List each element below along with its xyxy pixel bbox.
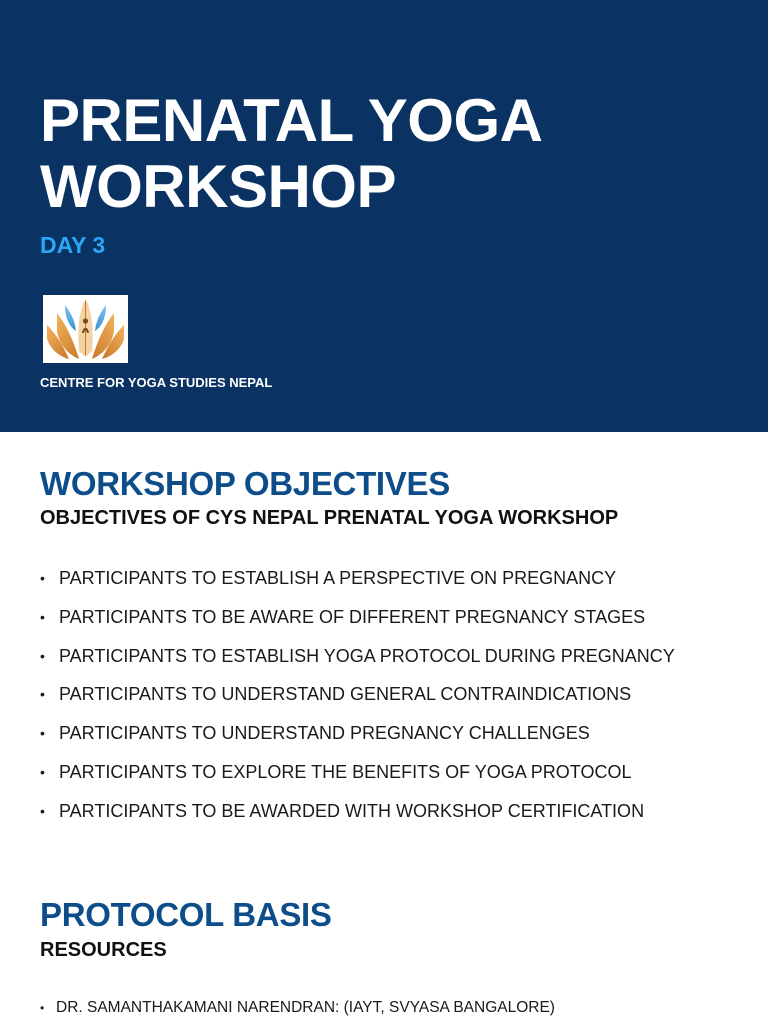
lotus-hands-logo-icon — [43, 295, 128, 363]
title-banner — [0, 0, 768, 432]
list-item — [40, 682, 675, 721]
list-item-text: PARTICIPANTS TO ESTABLISH A PERSPECTIVE ON PREGNANCY — [59, 568, 617, 588]
list-item-text: PARTICIPANTS TO UNDERSTAND GENERAL CONTRAINDICATIONS — [59, 684, 632, 705]
resources-list — [40, 997, 555, 1019]
list-item — [40, 799, 675, 838]
list-item — [40, 566, 675, 605]
objectives-list — [40, 566, 675, 838]
bullet: • — [40, 570, 45, 586]
list-item — [40, 605, 675, 644]
list-item-text: PARTICIPANTS TO EXPLORE THE BENEFITS OF YOGA PROTOCOL — [59, 761, 632, 782]
list-item — [40, 644, 675, 683]
bullet: • — [40, 725, 45, 742]
bullet: • — [40, 647, 45, 664]
list-item — [40, 997, 555, 1019]
protocol-heading: PROTOCOL BASIS — [40, 896, 332, 933]
list-item-text: PARTICIPANTS TO UNDERSTAND PREGNANCY CHALLENGES — [59, 723, 590, 744]
bullet: • — [40, 802, 45, 819]
list-item-text: DR. SAMANTHAKAMANI NARENDRAN: (IAYT, SVYASA BANGALORE) — [56, 999, 555, 1016]
resources-subheading: RESOURCES — [40, 939, 167, 961]
day-label: DAY 3 — [40, 232, 106, 258]
list-item-text: PARTICIPANTS TO BE AWARDED WITH WORKSHOP CERTIFICATION — [59, 800, 645, 821]
list-item — [40, 721, 675, 760]
objectives-subheading: OBJECTIVES OF CYS NEPAL PRENATAL YOGA WORKSHOP — [40, 507, 619, 529]
workshop-title — [40, 88, 542, 220]
list-item-text: PARTICIPANTS TO ESTABLISH YOGA PROTOCOL DURING PREGNANCY — [59, 645, 675, 666]
list-item — [40, 760, 675, 799]
workshop-title-line-2: WORKSHOP — [40, 153, 396, 220]
bullet: • — [40, 608, 45, 625]
list-item-text: PARTICIPANTS TO BE AWARE OF DIFFERENT PREGNANCY STAGES — [59, 606, 646, 627]
bullet: • — [40, 1001, 45, 1015]
organization-name: CENTRE FOR YOGA STUDIES NEPAL — [40, 375, 273, 390]
objectives-heading: WORKSHOP OBJECTIVES — [40, 465, 450, 502]
workshop-title-line-1: PRENATAL YOGA — [40, 87, 543, 154]
bullet: • — [40, 763, 45, 780]
bullet: • — [40, 686, 45, 703]
